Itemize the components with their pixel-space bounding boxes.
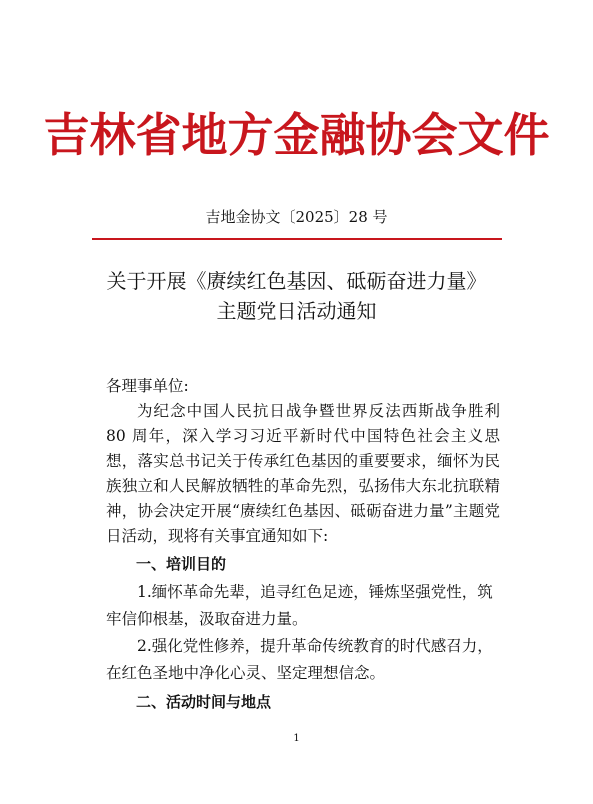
salutation: 各理事单位: [106, 377, 189, 395]
purpose-item-2: 2.强化党性修养，提升革命传统教育的时代感召力，在红色圣地中净化心灵、坚定理想信念。 [106, 637, 493, 682]
section-heading-time-place: 二、活动时间与地点 [136, 693, 272, 711]
notice-title-line-2: 主题党日活动通知 [216, 299, 377, 323]
section-heading-purpose: 一、培训目的 [136, 555, 227, 573]
document-number: 吉地金协文〔2025〕28 号 [205, 208, 388, 226]
notice-title [0, 266, 593, 326]
notice-title-line-1: 关于开展《赓续红色基因、砥砺奋进力量》 [106, 269, 487, 293]
document-masthead: 吉林省地方金融协会文件 [43, 108, 550, 162]
notice-body [106, 374, 500, 717]
red-separator-line [92, 238, 502, 240]
page-number: 1 [293, 733, 300, 744]
intro-paragraph: 为纪念中国人民抗日战争暨世界反法西斯战争胜利 80 周年，深入学习习近平新时代中国特色社会主义思想，落实总书记关于传承红色基因的重要要求，缅怀为民族独立和人民解放牺牲的革命先烈，弘扬伟大东北抗联精神，协会决定开展“赓续红色基因、砥砺奋进力量”主题党日活动，现将有关事宜通知如下: [106, 402, 500, 545]
purpose-item-1: 1.缅怀革命先辈，追寻红色足迹，锤炼坚强党性，筑牢信仰根基，汲取奋进力量。 [106, 583, 493, 628]
